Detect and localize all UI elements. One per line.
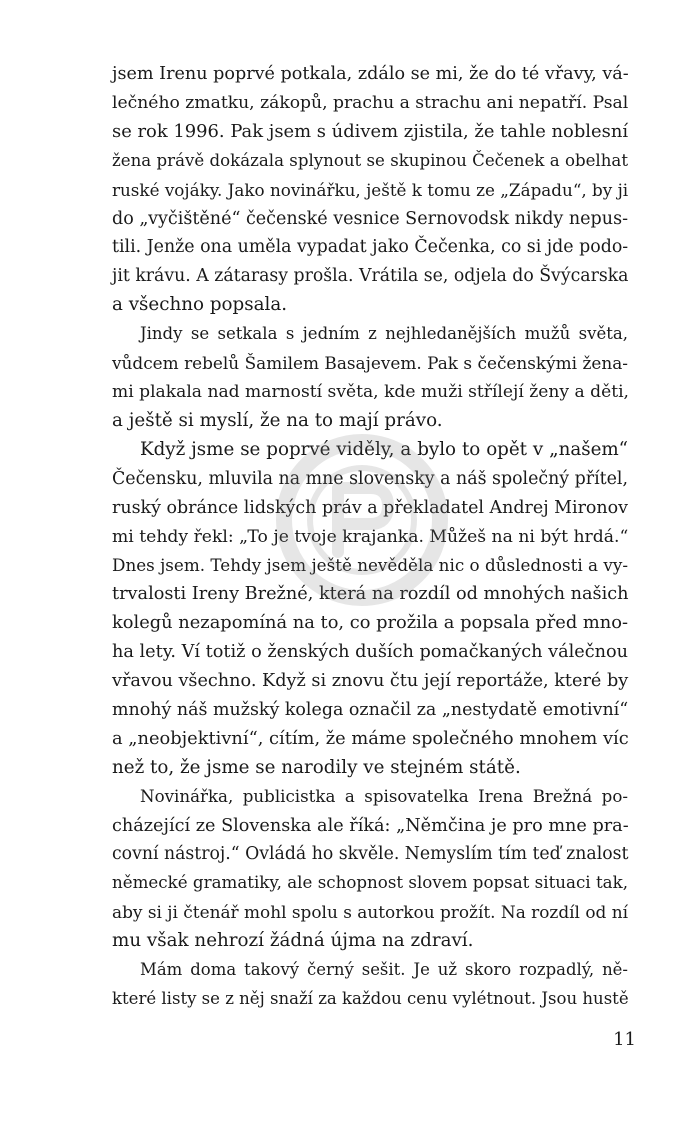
- paragraph-2: [112, 320, 628, 436]
- text-line: ha lety. Ví totiž o ženských duších pomačkaných válečnou: [112, 642, 629, 663]
- text-line: ruský obránce lidských práv a překladatel Andrej Mironov: [112, 497, 628, 518]
- text-line: trvalosti Ireny Brežné, která na rozdíl od mnohých našich: [112, 584, 629, 605]
- text-line: německé gramatiky, ale schopnost slovem popsat situaci tak,: [112, 873, 628, 893]
- text-line: mnohý náš mužský kolega označil za „nestydatě emotivní“: [112, 699, 629, 720]
- text-line: Novinářka, publicistka a spisovatelka Irena Brežná po-: [140, 786, 628, 806]
- text-line: Čečensku, mluvila na mne slovensky a náš společný přítel,: [112, 468, 628, 489]
- text-line: Když jsme se poprvé viděly, a bylo to opět v „našem“: [140, 438, 628, 460]
- text-line: Jindy se setkala s jedním z nejhledanějších mužů světa,: [140, 324, 628, 344]
- text-line: se rok 1996. Pak jsem s údivem zjistila, že tahle noblesní: [112, 120, 629, 142]
- paragraph-4: [112, 783, 628, 956]
- text-line: mi plakala nad marností světa, kde muži střílejí ženy a děti,: [112, 381, 629, 402]
- text-line: lečného zmatku, zákopů, prachu a strachu ani nepatří. Psal: [112, 92, 629, 113]
- text-line: tili. Jenže ona uměla vypadat jako Čečenka, co si jde podo-: [112, 237, 629, 258]
- text-line: mi tehdy řekl: „To je tvoje krajanka. Můžeš na ni být hrdá.“: [112, 526, 629, 547]
- text-line: Mám doma takový černý sešit. Je už skoro rozpadlý, ně-: [140, 960, 628, 980]
- text-line: mu však nehrozí žádná újma na zdraví.: [112, 930, 474, 952]
- text-line: a ještě si myslí, že na to mají právo.: [112, 409, 443, 431]
- text-line: do „vyčištěné“ čečenské vesnice Sernovodsk nikdy nepus-: [112, 208, 628, 229]
- text-line: ruské vojáky. Jako novinářku, ještě k tomu ze „Západu“, by ji: [112, 179, 629, 200]
- text-line: vůdcem rebelů Šamilem Basajevem. Pak s čečenskými žena-: [112, 353, 628, 374]
- text-line: než to, že jsme se narodily ve stejném státě.: [112, 756, 521, 778]
- page-number: 11: [613, 1029, 636, 1050]
- paragraph-5: [112, 956, 628, 1014]
- page-body: [112, 60, 628, 1014]
- text-line: jit krávu. A zátarasy prošla. Vrátila se, odjela do Švýcarska: [112, 266, 629, 287]
- text-line: a „neobjektivní“, cítím, že máme společného mnohem víc: [112, 727, 629, 749]
- text-line: žena právě dokázala splynout se skupinou Čečenek a obelhat: [112, 150, 628, 170]
- paragraph-3: [112, 436, 628, 783]
- text-line: jsem Irenu poprvé potkala, zdálo se mi, že do té vřavy, vá-: [112, 64, 629, 84]
- text-line: vřavou všechno. Když si znovu čtu její reportáže, které by: [112, 671, 629, 692]
- text-line: aby si ji čtenář mohl spolu s autorkou prožít. Na rozdíl od ní: [112, 902, 629, 923]
- paragraph-1: [112, 60, 628, 320]
- text-line: které listy se z něj snaží za každou cenu vylétnout. Jsou hustě: [112, 989, 629, 1008]
- text-line: kolegů nezapomíná na to, co prožila a popsala před mno-: [112, 612, 628, 634]
- text-line: Dnes jsem. Tehdy jsem ještě nevěděla nic o důslednosti a vy-: [112, 555, 628, 576]
- text-line: a všechno popsala.: [112, 294, 288, 316]
- text-line: cházející ze Slovenska ale říká: „Němčina je pro mne pra-: [112, 815, 629, 836]
- text-line: covní nástroj.“ Ovládá ho skvěle. Nemyslím tím teď znalost: [112, 844, 629, 865]
